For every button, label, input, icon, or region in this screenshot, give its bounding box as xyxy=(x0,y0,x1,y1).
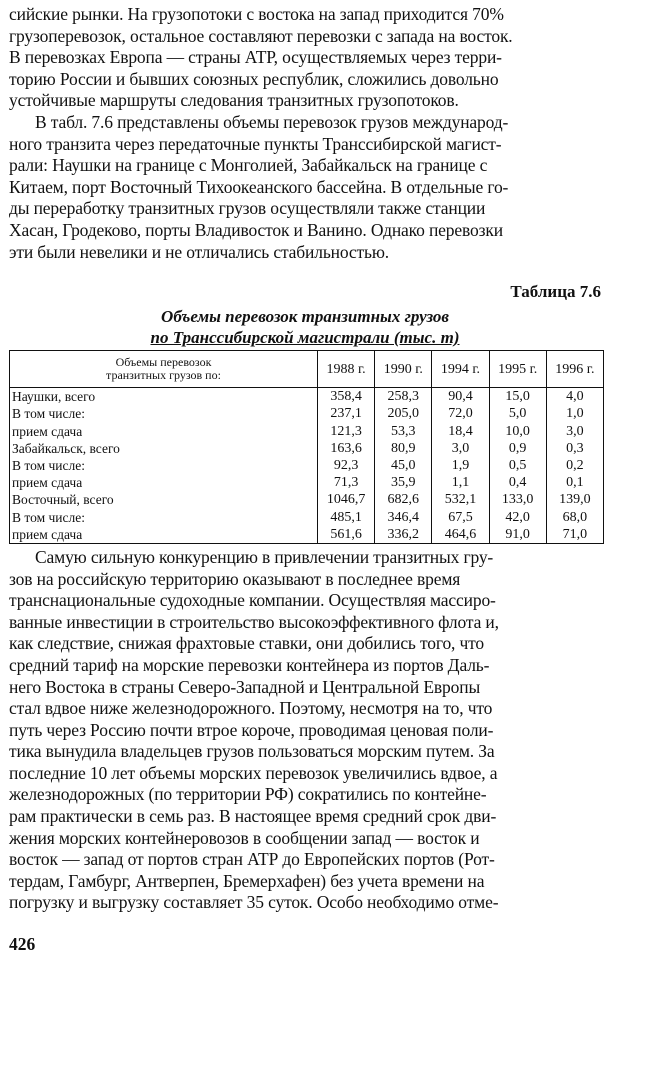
column-header-1994: 1994 г. xyxy=(432,351,489,388)
table-cell: 90,4 xyxy=(432,388,489,406)
text-line: него Востока в страны Северо-Западной и Центральной Европы xyxy=(9,676,481,697)
table-cell: 532,1 xyxy=(432,491,489,508)
text-line: транснациональные судоходные компании. Осуществляя массиро- xyxy=(9,590,496,611)
table-row xyxy=(10,491,604,508)
table-cell: 15,0 xyxy=(489,388,546,406)
text-line: ванные инвестиции в строительство высокоэффективного флота и, xyxy=(9,611,499,632)
table-cell: 0,9 xyxy=(489,440,546,457)
text-line: грузоперевозок, остальное составляют перевозки с запада на восток. xyxy=(9,25,513,46)
text-line: ного транзита через передаточные пункты Транссибирской магист- xyxy=(9,133,502,154)
text-line: рам практически в семь раз. В настоящее время средний срок дви- xyxy=(9,806,497,827)
text-line: Самую сильную конкуренцию в привлечении транзитных гру- xyxy=(35,546,494,567)
competition-paragraph xyxy=(9,547,601,914)
table-cell: 139,0 xyxy=(546,491,603,508)
table-cell: 71,3 xyxy=(318,474,375,491)
table-cell: 258,3 xyxy=(375,388,432,406)
transit-volumes-table xyxy=(9,350,604,544)
column-header-1996: 1996 г. xyxy=(546,351,603,388)
text-line: восток — запад от портов стран АТР до Европейских портов (Рот- xyxy=(9,849,495,870)
table-cell: 464,6 xyxy=(432,526,489,544)
text-line: сийские рынки. На грузопотоки с востока на запад приходится 70% xyxy=(9,4,504,24)
table-cell: 1,0 xyxy=(546,405,603,422)
table-cell: 121,3 xyxy=(318,423,375,440)
text-line: устойчивые маршруты следования транзитных грузопотоков. xyxy=(9,90,459,111)
text-line: стал вдвое ниже железнодорожного. Поэтому, несмотря на то, что xyxy=(9,698,493,719)
text-line: В табл. 7.6 представлены объемы перевозок грузов международ- xyxy=(35,111,509,132)
text-line: тердам, Гамбург, Антверпен, Бремерхафен) без учета времени на xyxy=(9,870,485,891)
column-header-1995: 1995 г. xyxy=(489,351,546,388)
table-cell: 68,0 xyxy=(546,509,603,526)
table-row xyxy=(10,388,604,406)
table-cell: 336,2 xyxy=(375,526,432,544)
row-label: Восточный, всего xyxy=(10,491,318,508)
table-cell: 1,9 xyxy=(432,457,489,474)
table-row xyxy=(10,474,604,491)
text-line: последние 10 лет объемы морских перевозок увеличились вдвое, а xyxy=(9,762,498,783)
table-cell: 71,0 xyxy=(546,526,603,544)
table-row xyxy=(10,423,604,440)
row-label: прием сдача xyxy=(10,423,318,440)
table-cell: 0,5 xyxy=(489,457,546,474)
column-header-1990: 1990 г. xyxy=(375,351,432,388)
table-cell: 346,4 xyxy=(375,509,432,526)
text-line: путь через Россию почти втрое короче, проводимая ценовая поли- xyxy=(9,719,494,740)
text-line: зов на российскую территорию оказывают в последнее время xyxy=(9,568,461,589)
table-cell: 0,2 xyxy=(546,457,603,474)
table-cell: 5,0 xyxy=(489,405,546,422)
table-header-row xyxy=(10,351,604,388)
book-page xyxy=(9,4,601,955)
column-header-1988: 1988 г. xyxy=(318,351,375,388)
table-cell: 91,0 xyxy=(489,526,546,544)
row-label: прием сдача xyxy=(10,526,318,544)
row-label: прием сдача xyxy=(10,474,318,491)
text-line: жения морских контейнеровозов в сообщении запад — восток и xyxy=(9,827,480,848)
intro-paragraph xyxy=(9,4,601,112)
text-line: ды переработку транзитных грузов осуществляли также станции xyxy=(9,198,486,219)
table-reference-paragraph xyxy=(9,112,601,263)
table-row xyxy=(10,509,604,526)
row-label: В том числе: xyxy=(10,509,318,526)
text-line: тика вынудила владельцев грузов пользоваться морским путем. За xyxy=(9,741,495,762)
page-number: 426 xyxy=(9,934,36,955)
table-cell: 0,3 xyxy=(546,440,603,457)
table-cell: 72,0 xyxy=(432,405,489,422)
text-line: Хасан, Гродеково, порты Владивосток и Ванино. Однако перевозки xyxy=(9,219,503,240)
table-caption xyxy=(9,306,601,348)
table-cell: 133,0 xyxy=(489,491,546,508)
table-cell: 205,0 xyxy=(375,405,432,422)
table-cell: 18,4 xyxy=(432,423,489,440)
table-row xyxy=(10,457,604,474)
table-cell: 67,5 xyxy=(432,509,489,526)
text-line: В перевозках Европа — страны АТР, осуществляемых через терри- xyxy=(9,47,502,68)
text-line: погрузку и выгрузку составляет 35 суток. Особо необходимо отме- xyxy=(9,892,499,913)
table-row xyxy=(10,405,604,422)
text-line: как следствие, снижая фрахтовые ставки, они добились того, что xyxy=(9,633,485,654)
table-cell: 3,0 xyxy=(546,423,603,440)
row-label: В том числе: xyxy=(10,457,318,474)
table-cell: 92,3 xyxy=(318,457,375,474)
table-cell: 485,1 xyxy=(318,509,375,526)
table-cell: 561,6 xyxy=(318,526,375,544)
text-line: Китаем, порт Восточный Тихоокеанского бассейна. В отдельные го- xyxy=(9,176,509,197)
text-line: железнодорожных (по территории РФ) сократились по контейне- xyxy=(9,784,487,805)
table-cell: 53,3 xyxy=(375,423,432,440)
table-cell: 163,6 xyxy=(318,440,375,457)
table-cell: 0,1 xyxy=(546,474,603,491)
text-line: рали: Наушки на границе с Монголией, Забайкальск на границе с xyxy=(9,155,488,176)
table-cell: 4,0 xyxy=(546,388,603,406)
table-cell: 1046,7 xyxy=(318,491,375,508)
row-header-cell: Объемы перевозок транзитных грузов по: xyxy=(10,351,318,388)
table-cell: 1,1 xyxy=(432,474,489,491)
table-row xyxy=(10,526,604,544)
table-cell: 45,0 xyxy=(375,457,432,474)
text-line: средний тариф на морские перевозки контейнера из портов Даль- xyxy=(9,654,490,675)
table-cell: 35,9 xyxy=(375,474,432,491)
table-cell: 237,1 xyxy=(318,405,375,422)
table-row xyxy=(10,440,604,457)
row-label: В том числе: xyxy=(10,405,318,422)
text-line: торию России и бывших союзных республик, сложились довольно xyxy=(9,68,499,89)
row-label: Наушки, всего xyxy=(10,388,318,406)
text-line: эти были невелики и не отличались стабильностью. xyxy=(9,241,390,262)
table-cell: 3,0 xyxy=(432,440,489,457)
table-cell: 80,9 xyxy=(375,440,432,457)
row-label: Забайкальск, всего xyxy=(10,440,318,457)
table-cell: 42,0 xyxy=(489,509,546,526)
table-number-label: Таблица 7.6 xyxy=(510,282,601,302)
table-cell: 358,4 xyxy=(318,388,375,406)
table-cell: 10,0 xyxy=(489,423,546,440)
table-cell: 682,6 xyxy=(375,491,432,508)
table-caption-line2: по Транссибирской магистрали (тыс. т) xyxy=(150,328,460,348)
table-caption-line1: Объемы перевозок транзитных грузов xyxy=(161,307,449,327)
table-cell: 0,4 xyxy=(489,474,546,491)
